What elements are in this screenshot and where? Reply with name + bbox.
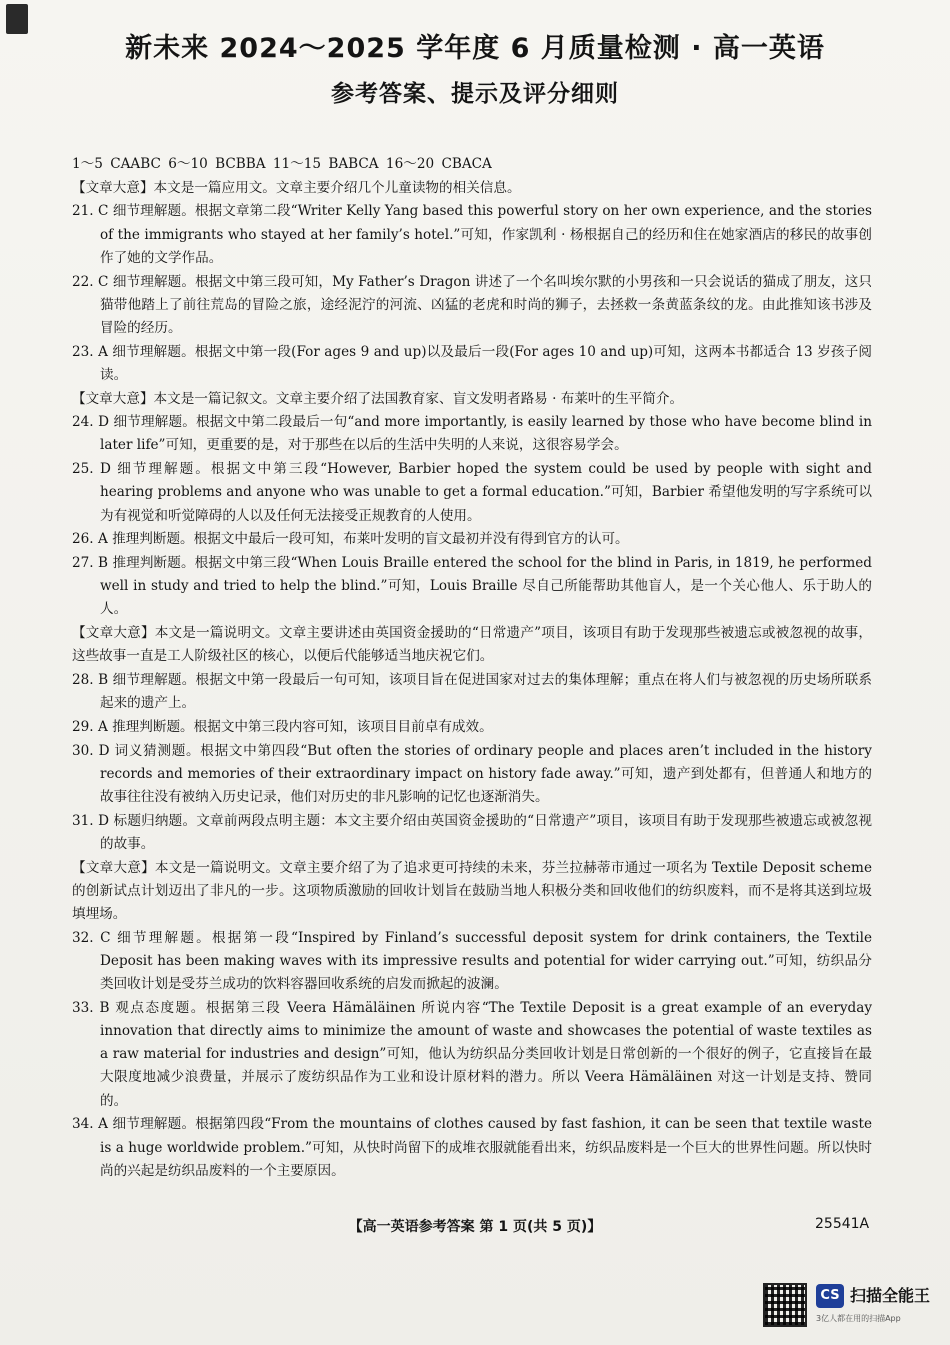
page-subtitle: 参考答案、提示及评分细则	[331, 81, 619, 107]
answer-item: 32. C 细节理解题。根据第一段“Inspired by Finland’s successful deposit system for drink containers, the Textile Deposit has been making waves with its impressive results and potential for wider carrying out.”可知，纺织品分类回收计划是受芬兰成功的饮料容器回收系统的启发而掀起的波澜。	[72, 929, 872, 993]
answer-item: 25. D 细节理解题。根据文中第三段“However, Barbier hoped the system could be used by people with sight and hearing problems and anyone who was unable to get a formal education.”可知，Barbier 希望他发明的写字系统可以为有视觉和听觉障碍的人以及任何无法接受正规教育的人使用。	[72, 461, 872, 524]
page-footer: 【高一英语参考答案 第 1 页(共 5 页)】	[348, 1219, 602, 1235]
passage-summary: 【文章大意】本文是一篇应用文。文章主要介绍几个儿童读物的相关信息。	[72, 179, 521, 196]
answer-item: 29. A 推理判断题。根据文中第三段内容可知，该项目目前卓有成效。	[72, 718, 493, 735]
answer-item: 27. B 推理判断题。根据文中第三段“When Louis Braille entered the school for the blind in Paris, in 1819, he performed well in study and tried to help the blind.”可知，Louis Braille 尽自己所能帮助其他盲人，是一个关心他人、乐于助人的人。	[72, 554, 872, 618]
qr-code-icon	[763, 1283, 807, 1327]
scanner-brand: 扫描全能王	[850, 1286, 931, 1305]
page-title: 新未来 2024～2025 学年度 6 月质量检测 · 高一英语	[125, 33, 825, 64]
answer-item: 28. B 细节理解题。根据文中第一段最后一句可知，该项目旨在促进国家对过去的集体理解；重点在将人们与被忽视的历史场所联系起来的遗产上。	[72, 671, 872, 712]
answer-item: 30. D 词义猜测题。根据文中第四段“But often the stories of ordinary people and places aren’t included in the history records and memories of their extraordinary impact on history fade away.”可知，遗产到处都有，但普通人和地方的故事往往没有被纳入历史记录，他们对历史的非凡影响的记忆也逐渐消失。	[72, 742, 872, 805]
passage-summary: 【文章大意】本文是一篇说明文。文章主要讲述由英国资金援助的“日常遗产”项目，该项目有助于发现那些被遗忘或被忽视的故事，这些故事一直是工人阶级社区的核心，以便后代能够适当地庆祝它们。	[72, 625, 872, 665]
answer-item: 24. D 细节理解题。根据文中第二段最后一句“and more importantly, is easily learned by those who have become blind in later life”可知，更重要的是，对于那些在以后的生活中失明的人来说，这很容易学会。	[72, 414, 872, 454]
scanner-tagline: 3亿人都在用的扫描App	[816, 1314, 901, 1323]
answer-item: 22. C 细节理解题。根据文中第三段可知，My Father’s Dragon 讲述了一个名叫埃尔默的小男孩和一只会说话的猫成了朋友，这只猫带他踏上了前往荒岛的冒险之旅，途经泥泞的河流、凶猛的老虎和时尚的狮子，去拯救一条黄蓝条纹的龙。由此推知该书涉及冒险的经历。	[72, 273, 872, 336]
answer-item: 31. D 标题归纳题。文章前两段点明主题：本文主要介绍由英国资金援助的“日常遗产”项目，该项目有助于发现那些被遗忘或被忽视的故事。	[72, 812, 872, 852]
answer-item: 23. A 细节理解题。根据文中第一段(For ages 9 and up)以及最后一段(For ages 10 and up)可知，这两本书都适合 13 岁孩子阅读。	[72, 343, 872, 383]
document-code: 25541A	[815, 1216, 870, 1232]
answer-key-line: 1～5 CAABC 6～10 BCBBA 11～15 BABCA 16～20 CBACA	[72, 156, 492, 172]
answer-item: 26. A 推理判断题。根据文中最后一段可知，布莱叶发明的盲文最初并没有得到官方的认可。	[72, 531, 629, 548]
answer-item: 34. A 细节理解题。根据第四段“From the mountains of clothes caused by fast fashion, it can be seen that textile waste is a huge worldwide problem.”可知，从快时尚留下的成堆衣服就能看出来，纺织品废料是一个巨大的世界性问题。所以快时尚的兴起是纺织品废料的一个主要原因。	[72, 1116, 872, 1179]
answer-content	[72, 153, 872, 1183]
answer-item: 33. B 观点态度题。根据第三段 Veera Hämäläinen 所说内容“The Textile Deposit is a great example of an everyday innovation that directly aims to minimize the amount of waste and showcases the potential of waste textiles as a raw material for industries and design”可知，他认为纺织品分类回收计划是日常创新的一个很好的例子，它直接旨在最大限度地减少浪费量，并展示了废纺织品作为工业和设计原材料的潜力。所以 Veera Hämäläinen 对这一计划是支持、赞同的。	[72, 999, 872, 1109]
passage-summary: 【文章大意】本文是一篇说明文。文章主要介绍了为了追求更可持续的未来，芬兰拉赫蒂市通过一项名为 Textile Deposit scheme 的创新试点计划迈出了非凡的一步。这项物质激励的回收计划旨在鼓励当地人积极分类和回收他们的纺织废料，而不是将其送到垃圾填埋场。	[72, 859, 872, 922]
passage-summary: 【文章大意】本文是一篇记叙文。文章主要介绍了法国教育家、盲文发明者路易 · 布莱叶的生平简介。	[72, 390, 684, 407]
answer-item: 21. C 细节理解题。根据文章第二段“Writer Kelly Yang based this powerful story on her own experience, and the stories of the immigrants who stayed at her family’s hotel.”可知，作家凯利 · 杨根据自己的经历和住在她家酒店的移民的故事创作了她的文学作品。	[72, 203, 872, 266]
scanner-logo-icon: CS	[816, 1284, 844, 1308]
